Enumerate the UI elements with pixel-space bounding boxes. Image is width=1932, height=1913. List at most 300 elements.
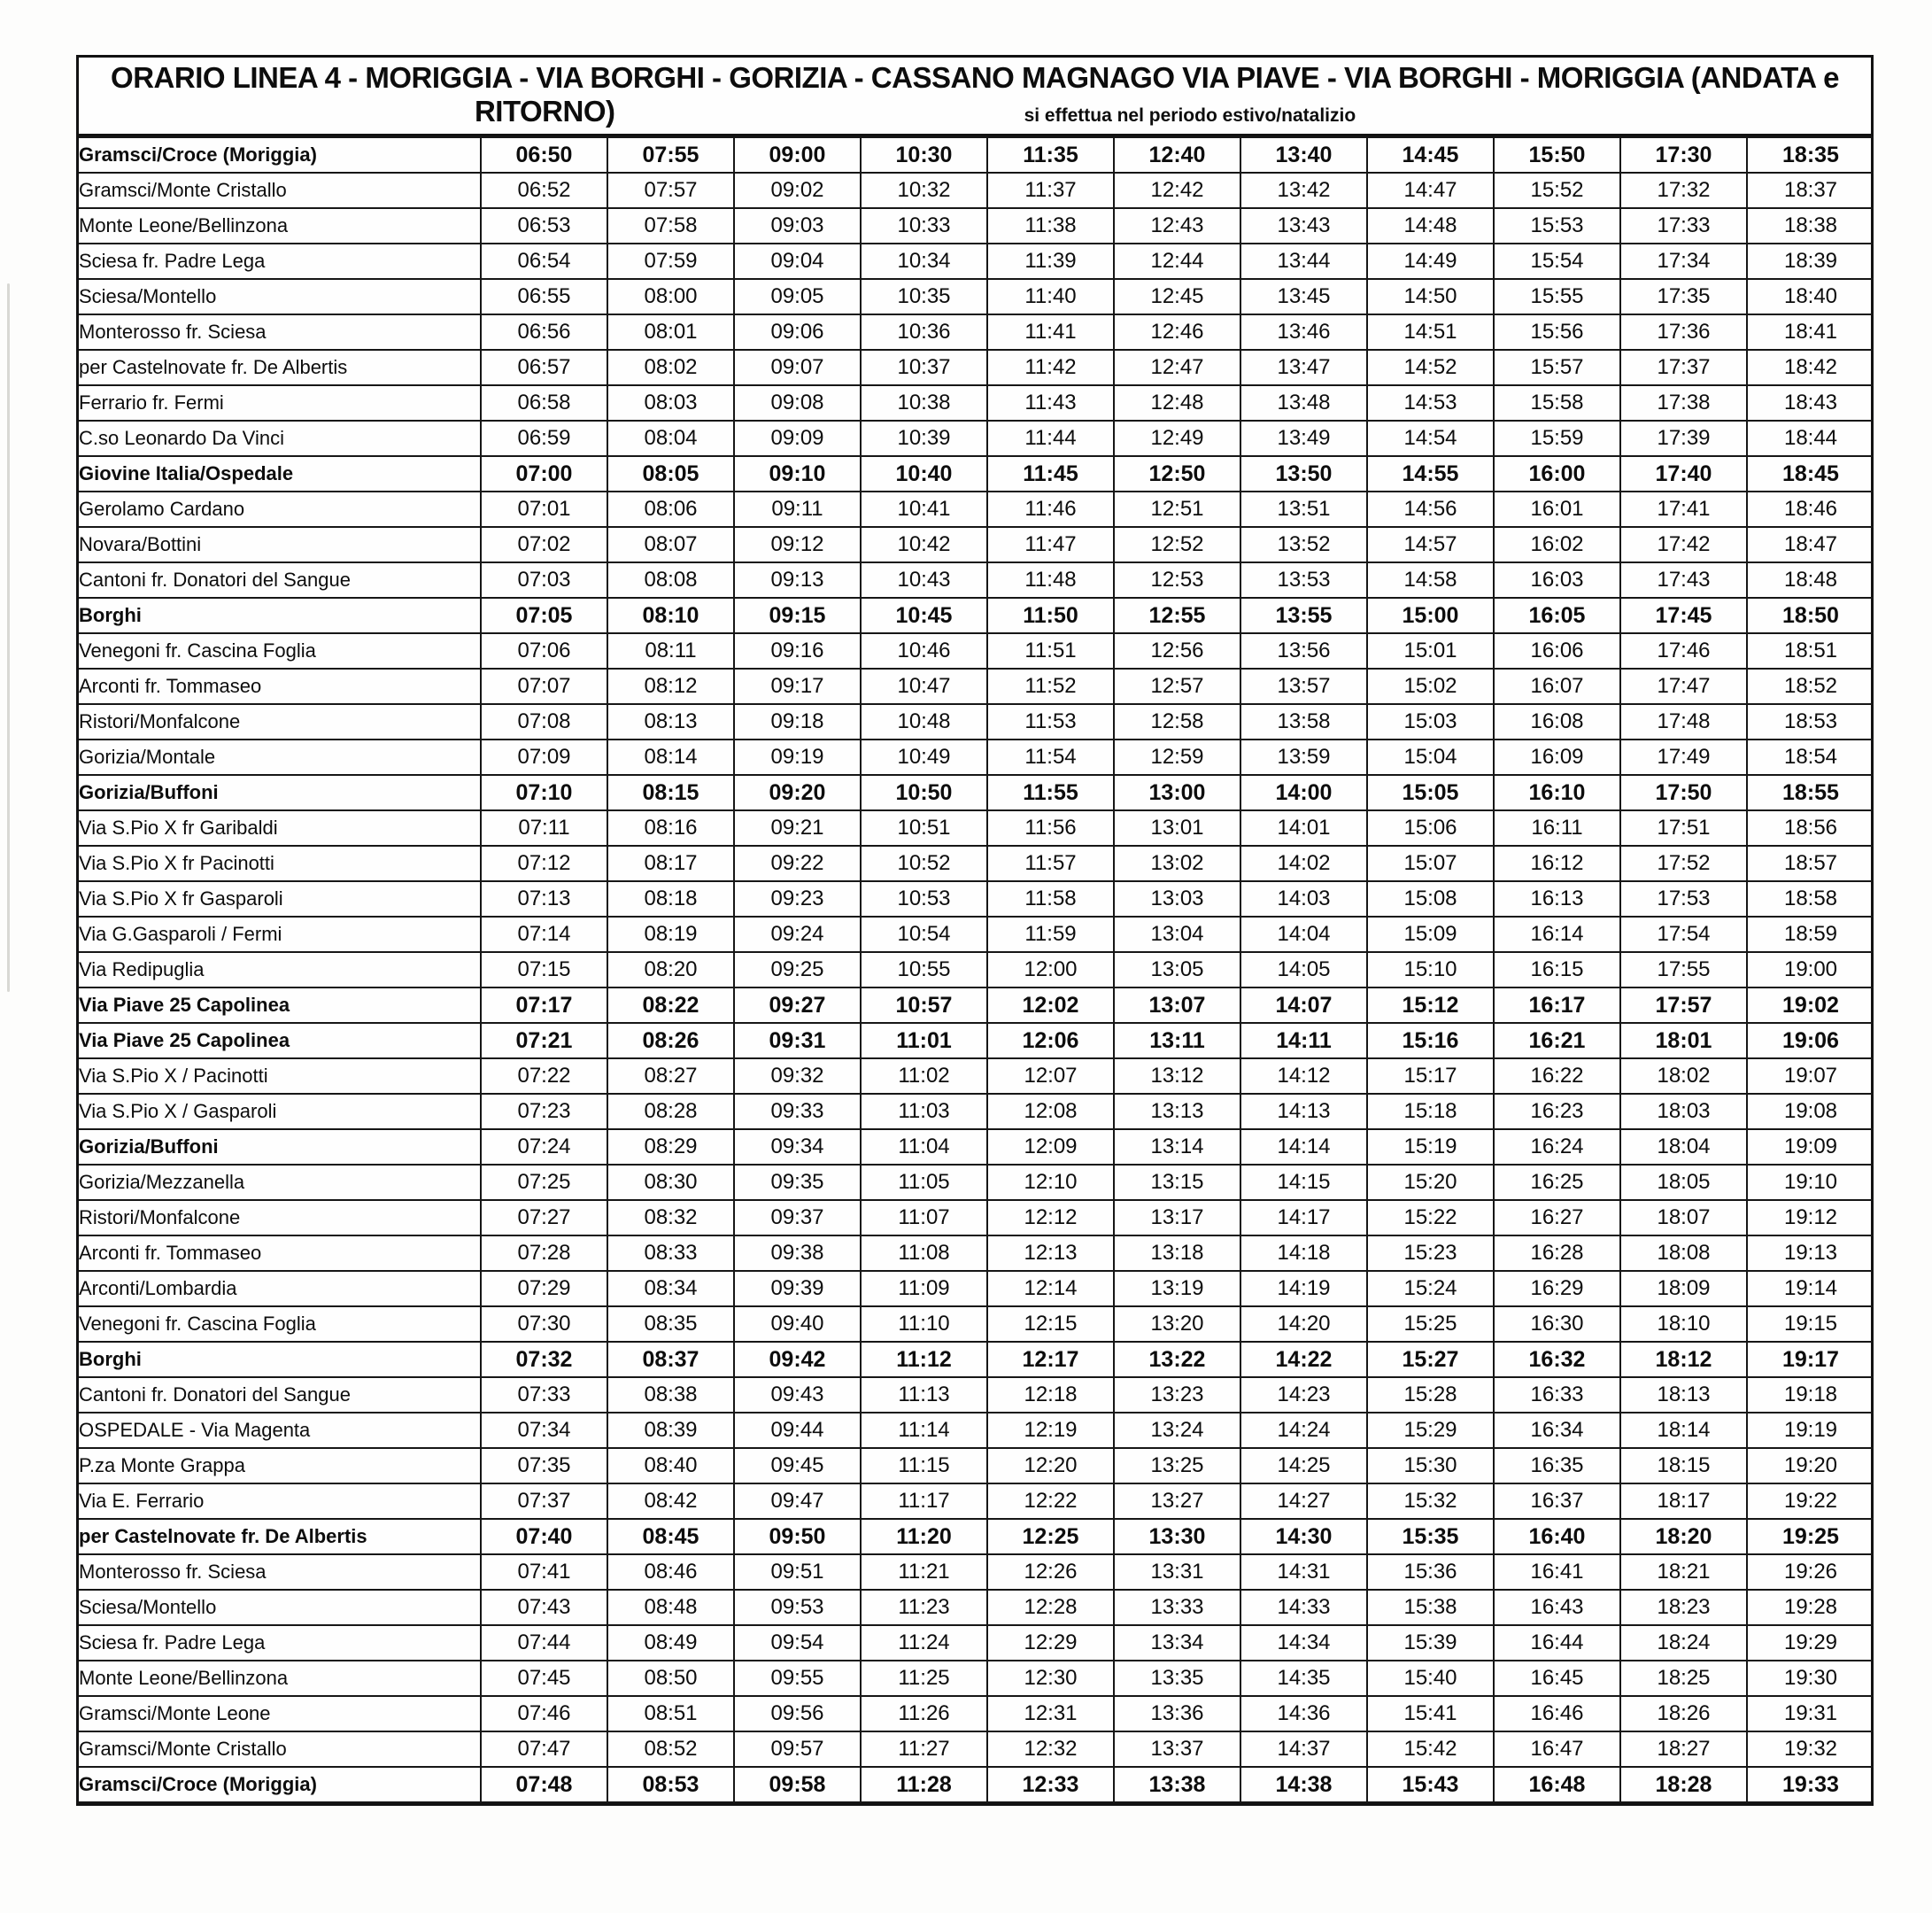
time-cell: 08:03: [607, 385, 734, 421]
time-cell: 16:03: [1494, 562, 1620, 598]
time-cell: 15:19: [1367, 1129, 1494, 1165]
timetable-header: [79, 58, 1871, 136]
time-cell: 07:09: [481, 740, 607, 775]
time-cell: 15:07: [1367, 846, 1494, 881]
time-cell: 15:00: [1367, 598, 1494, 633]
time-cell: 08:37: [607, 1342, 734, 1377]
time-cell: 15:40: [1367, 1661, 1494, 1696]
time-cell: 09:27: [734, 987, 861, 1023]
time-cell: 16:28: [1494, 1235, 1620, 1271]
table-row: [79, 137, 1874, 173]
time-cell: 09:53: [734, 1590, 861, 1625]
time-cell: 13:48: [1240, 385, 1367, 421]
time-cell: 07:07: [481, 669, 607, 704]
time-cell: 07:10: [481, 775, 607, 810]
stop-name-cell: Sciesa fr. Padre Lega: [79, 244, 481, 279]
time-cell: 11:03: [861, 1094, 987, 1129]
time-cell: 11:01: [861, 1023, 987, 1058]
table-row: [79, 1058, 1874, 1094]
time-cell: 08:50: [607, 1661, 734, 1696]
stop-name-cell: Monterosso fr. Sciesa: [79, 314, 481, 350]
time-cell: 18:26: [1620, 1696, 1747, 1731]
time-cell: 07:45: [481, 1661, 607, 1696]
time-cell: 15:35: [1367, 1519, 1494, 1554]
stop-name-cell: Monterosso fr. Sciesa: [79, 1554, 481, 1590]
time-cell: 14:15: [1240, 1165, 1367, 1200]
time-cell: 09:44: [734, 1413, 861, 1448]
time-cell: 16:37: [1494, 1483, 1620, 1519]
time-cell: 14:27: [1240, 1483, 1367, 1519]
time-cell: 07:37: [481, 1483, 607, 1519]
table-row: [79, 1235, 1874, 1271]
time-cell: 12:09: [987, 1129, 1114, 1165]
time-cell: 08:11: [607, 633, 734, 669]
stop-name-cell: Via Piave 25 Capolinea: [79, 987, 481, 1023]
time-cell: 19:07: [1747, 1058, 1874, 1094]
table-row: [79, 350, 1874, 385]
time-cell: 08:26: [607, 1023, 734, 1058]
time-cell: 09:45: [734, 1448, 861, 1483]
time-cell: 11:21: [861, 1554, 987, 1590]
stop-name-cell: Gramsci/Monte Leone: [79, 1696, 481, 1731]
table-row: [79, 173, 1874, 208]
time-cell: 14:33: [1240, 1590, 1367, 1625]
time-cell: 13:53: [1240, 562, 1367, 598]
time-cell: 08:18: [607, 881, 734, 917]
time-cell: 07:59: [607, 244, 734, 279]
time-cell: 13:55: [1240, 598, 1367, 633]
time-cell: 06:50: [481, 137, 607, 173]
time-cell: 10:33: [861, 208, 987, 244]
stop-name-cell: Novara/Bottini: [79, 527, 481, 562]
time-cell: 18:28: [1620, 1767, 1747, 1802]
time-cell: 07:02: [481, 527, 607, 562]
time-cell: 07:22: [481, 1058, 607, 1094]
time-cell: 19:02: [1747, 987, 1874, 1023]
time-cell: 08:52: [607, 1731, 734, 1767]
time-cell: 08:28: [607, 1094, 734, 1129]
time-cell: 15:30: [1367, 1448, 1494, 1483]
time-cell: 10:37: [861, 350, 987, 385]
time-cell: 17:42: [1620, 527, 1747, 562]
time-cell: 13:56: [1240, 633, 1367, 669]
time-cell: 16:21: [1494, 1023, 1620, 1058]
time-cell: 15:58: [1494, 385, 1620, 421]
time-cell: 17:48: [1620, 704, 1747, 740]
time-cell: 11:55: [987, 775, 1114, 810]
time-cell: 08:34: [607, 1271, 734, 1306]
time-cell: 09:20: [734, 775, 861, 810]
time-cell: 17:30: [1620, 137, 1747, 173]
table-row: [79, 740, 1874, 775]
time-cell: 13:07: [1114, 987, 1240, 1023]
time-cell: 17:57: [1620, 987, 1747, 1023]
time-cell: 14:55: [1367, 456, 1494, 492]
time-cell: 13:01: [1114, 810, 1240, 846]
time-cell: 13:51: [1240, 492, 1367, 527]
time-cell: 12:22: [987, 1483, 1114, 1519]
time-cell: 08:53: [607, 1767, 734, 1802]
time-cell: 12:26: [987, 1554, 1114, 1590]
time-cell: 09:32: [734, 1058, 861, 1094]
time-cell: 13:52: [1240, 527, 1367, 562]
time-cell: 13:04: [1114, 917, 1240, 952]
time-cell: 15:04: [1367, 740, 1494, 775]
time-cell: 07:03: [481, 562, 607, 598]
time-cell: 09:22: [734, 846, 861, 881]
time-cell: 19:18: [1747, 1377, 1874, 1413]
stop-name-cell: Gramsci/Monte Cristallo: [79, 1731, 481, 1767]
time-cell: 07:01: [481, 492, 607, 527]
time-cell: 11:24: [861, 1625, 987, 1661]
stop-name-cell: Borghi: [79, 1342, 481, 1377]
time-cell: 07:29: [481, 1271, 607, 1306]
table-row: [79, 669, 1874, 704]
stop-name-cell: Gramsci/Croce (Moriggia): [79, 1767, 481, 1802]
time-cell: 17:41: [1620, 492, 1747, 527]
time-cell: 15:28: [1367, 1377, 1494, 1413]
time-cell: 12:51: [1114, 492, 1240, 527]
time-cell: 14:37: [1240, 1731, 1367, 1767]
time-cell: 10:40: [861, 456, 987, 492]
time-cell: 14:23: [1240, 1377, 1367, 1413]
time-cell: 14:38: [1240, 1767, 1367, 1802]
time-cell: 16:35: [1494, 1448, 1620, 1483]
time-cell: 12:48: [1114, 385, 1240, 421]
table-row: [79, 1377, 1874, 1413]
time-cell: 09:02: [734, 173, 861, 208]
time-cell: 06:58: [481, 385, 607, 421]
time-cell: 17:51: [1620, 810, 1747, 846]
timetable: [79, 136, 1874, 1803]
time-cell: 19:09: [1747, 1129, 1874, 1165]
time-cell: 18:46: [1747, 492, 1874, 527]
time-cell: 09:43: [734, 1377, 861, 1413]
time-cell: 17:53: [1620, 881, 1747, 917]
time-cell: 13:33: [1114, 1590, 1240, 1625]
time-cell: 15:42: [1367, 1731, 1494, 1767]
time-cell: 15:59: [1494, 421, 1620, 456]
time-cell: 09:23: [734, 881, 861, 917]
table-row: [79, 1696, 1874, 1731]
time-cell: 08:42: [607, 1483, 734, 1519]
table-row: [79, 1413, 1874, 1448]
timetable-title-line2-row: [79, 95, 1871, 132]
time-cell: 08:49: [607, 1625, 734, 1661]
table-row: [79, 1271, 1874, 1306]
time-cell: 13:46: [1240, 314, 1367, 350]
time-cell: 19:25: [1747, 1519, 1874, 1554]
time-cell: 12:00: [987, 952, 1114, 987]
time-cell: 13:15: [1114, 1165, 1240, 1200]
time-cell: 19:06: [1747, 1023, 1874, 1058]
time-cell: 18:09: [1620, 1271, 1747, 1306]
time-cell: 13:11: [1114, 1023, 1240, 1058]
time-cell: 16:44: [1494, 1625, 1620, 1661]
time-cell: 09:51: [734, 1554, 861, 1590]
time-cell: 14:45: [1367, 137, 1494, 173]
time-cell: 08:12: [607, 669, 734, 704]
time-cell: 11:38: [987, 208, 1114, 244]
table-row: [79, 846, 1874, 881]
time-cell: 16:48: [1494, 1767, 1620, 1802]
time-cell: 15:20: [1367, 1165, 1494, 1200]
time-cell: 15:57: [1494, 350, 1620, 385]
time-cell: 09:10: [734, 456, 861, 492]
time-cell: 18:45: [1747, 456, 1874, 492]
time-cell: 10:30: [861, 137, 987, 173]
time-cell: 13:36: [1114, 1696, 1240, 1731]
time-cell: 08:30: [607, 1165, 734, 1200]
time-cell: 07:08: [481, 704, 607, 740]
time-cell: 16:00: [1494, 456, 1620, 492]
time-cell: 10:57: [861, 987, 987, 1023]
time-cell: 14:35: [1240, 1661, 1367, 1696]
time-cell: 07:48: [481, 1767, 607, 1802]
time-cell: 09:57: [734, 1731, 861, 1767]
time-cell: 09:56: [734, 1696, 861, 1731]
time-cell: 17:46: [1620, 633, 1747, 669]
time-cell: 14:19: [1240, 1271, 1367, 1306]
time-cell: 14:17: [1240, 1200, 1367, 1235]
stop-name-cell: Via S.Pio X fr Garibaldi: [79, 810, 481, 846]
time-cell: 08:10: [607, 598, 734, 633]
time-cell: 15:02: [1367, 669, 1494, 704]
time-cell: 18:44: [1747, 421, 1874, 456]
time-cell: 12:17: [987, 1342, 1114, 1377]
time-cell: 07:15: [481, 952, 607, 987]
time-cell: 12:07: [987, 1058, 1114, 1094]
time-cell: 11:15: [861, 1448, 987, 1483]
time-cell: 10:41: [861, 492, 987, 527]
time-cell: 11:05: [861, 1165, 987, 1200]
time-cell: 08:38: [607, 1377, 734, 1413]
table-row: [79, 208, 1874, 244]
time-cell: 18:04: [1620, 1129, 1747, 1165]
time-cell: 14:22: [1240, 1342, 1367, 1377]
stop-name-cell: Via E. Ferrario: [79, 1483, 481, 1519]
time-cell: 15:24: [1367, 1271, 1494, 1306]
time-cell: 08:15: [607, 775, 734, 810]
time-cell: 10:38: [861, 385, 987, 421]
time-cell: 18:24: [1620, 1625, 1747, 1661]
time-cell: 15:03: [1367, 704, 1494, 740]
time-cell: 12:10: [987, 1165, 1114, 1200]
time-cell: 08:29: [607, 1129, 734, 1165]
time-cell: 12:29: [987, 1625, 1114, 1661]
time-cell: 15:43: [1367, 1767, 1494, 1802]
table-row: [79, 1448, 1874, 1483]
time-cell: 13:49: [1240, 421, 1367, 456]
table-row: [79, 1590, 1874, 1625]
time-cell: 09:54: [734, 1625, 861, 1661]
time-cell: 07:55: [607, 137, 734, 173]
time-cell: 17:49: [1620, 740, 1747, 775]
time-cell: 13:20: [1114, 1306, 1240, 1342]
time-cell: 15:41: [1367, 1696, 1494, 1731]
time-cell: 18:17: [1620, 1483, 1747, 1519]
stop-name-cell: Arconti fr. Tommaseo: [79, 669, 481, 704]
time-cell: 11:13: [861, 1377, 987, 1413]
stop-name-cell: Venegoni fr. Cascina Foglia: [79, 633, 481, 669]
time-cell: 13:34: [1114, 1625, 1240, 1661]
time-cell: 11:45: [987, 456, 1114, 492]
time-cell: 18:01: [1620, 1023, 1747, 1058]
time-cell: 10:42: [861, 527, 987, 562]
time-cell: 14:50: [1367, 279, 1494, 314]
time-cell: 16:30: [1494, 1306, 1620, 1342]
table-row: [79, 1023, 1874, 1058]
time-cell: 14:11: [1240, 1023, 1367, 1058]
time-cell: 14:03: [1240, 881, 1367, 917]
time-cell: 12:43: [1114, 208, 1240, 244]
time-cell: 19:30: [1747, 1661, 1874, 1696]
time-cell: 16:09: [1494, 740, 1620, 775]
table-row: [79, 1200, 1874, 1235]
time-cell: 08:05: [607, 456, 734, 492]
time-cell: 15:36: [1367, 1554, 1494, 1590]
time-cell: 12:58: [1114, 704, 1240, 740]
time-cell: 15:54: [1494, 244, 1620, 279]
time-cell: 09:38: [734, 1235, 861, 1271]
time-cell: 12:55: [1114, 598, 1240, 633]
table-row: [79, 1306, 1874, 1342]
time-cell: 08:07: [607, 527, 734, 562]
time-cell: 07:05: [481, 598, 607, 633]
time-cell: 14:01: [1240, 810, 1367, 846]
time-cell: 13:25: [1114, 1448, 1240, 1483]
time-cell: 18:51: [1747, 633, 1874, 669]
time-cell: 19:29: [1747, 1625, 1874, 1661]
time-cell: 16:01: [1494, 492, 1620, 527]
time-cell: 11:48: [987, 562, 1114, 598]
time-cell: 08:27: [607, 1058, 734, 1094]
time-cell: 17:52: [1620, 846, 1747, 881]
table-row: [79, 244, 1874, 279]
stop-name-cell: Ristori/Monfalcone: [79, 704, 481, 740]
table-row: [79, 1519, 1874, 1554]
time-cell: 07:21: [481, 1023, 607, 1058]
stop-name-cell: Venegoni fr. Cascina Foglia: [79, 1306, 481, 1342]
time-cell: 18:27: [1620, 1731, 1747, 1767]
time-cell: 13:12: [1114, 1058, 1240, 1094]
time-cell: 15:16: [1367, 1023, 1494, 1058]
time-cell: 08:02: [607, 350, 734, 385]
time-cell: 18:35: [1747, 137, 1874, 173]
time-cell: 13:02: [1114, 846, 1240, 881]
time-cell: 13:14: [1114, 1129, 1240, 1165]
time-cell: 11:44: [987, 421, 1114, 456]
timetable-title-line2: RITORNO): [474, 95, 615, 128]
time-cell: 15:27: [1367, 1342, 1494, 1377]
time-cell: 11:41: [987, 314, 1114, 350]
time-cell: 13:40: [1240, 137, 1367, 173]
table-row: [79, 598, 1874, 633]
time-cell: 09:58: [734, 1767, 861, 1802]
time-cell: 12:50: [1114, 456, 1240, 492]
time-cell: 09:25: [734, 952, 861, 987]
time-cell: 11:26: [861, 1696, 987, 1731]
time-cell: 18:40: [1747, 279, 1874, 314]
time-cell: 13:24: [1114, 1413, 1240, 1448]
time-cell: 11:58: [987, 881, 1114, 917]
table-row: [79, 775, 1874, 810]
table-row: [79, 1165, 1874, 1200]
time-cell: 17:34: [1620, 244, 1747, 279]
time-cell: 12:15: [987, 1306, 1114, 1342]
time-cell: 14:57: [1367, 527, 1494, 562]
time-cell: 07:41: [481, 1554, 607, 1590]
time-cell: 16:05: [1494, 598, 1620, 633]
time-cell: 09:24: [734, 917, 861, 952]
time-cell: 15:29: [1367, 1413, 1494, 1448]
time-cell: 16:06: [1494, 633, 1620, 669]
time-cell: 12:59: [1114, 740, 1240, 775]
time-cell: 16:46: [1494, 1696, 1620, 1731]
time-cell: 17:45: [1620, 598, 1747, 633]
time-cell: 11:09: [861, 1271, 987, 1306]
time-cell: 08:39: [607, 1413, 734, 1448]
time-cell: 18:55: [1747, 775, 1874, 810]
time-cell: 11:04: [861, 1129, 987, 1165]
time-cell: 13:50: [1240, 456, 1367, 492]
time-cell: 15:18: [1367, 1094, 1494, 1129]
time-cell: 09:11: [734, 492, 861, 527]
time-cell: 15:25: [1367, 1306, 1494, 1342]
time-cell: 06:53: [481, 208, 607, 244]
time-cell: 11:46: [987, 492, 1114, 527]
time-cell: 14:34: [1240, 1625, 1367, 1661]
time-cell: 07:34: [481, 1413, 607, 1448]
time-cell: 11:17: [861, 1483, 987, 1519]
time-cell: 09:18: [734, 704, 861, 740]
time-cell: 07:33: [481, 1377, 607, 1413]
time-cell: 15:53: [1494, 208, 1620, 244]
time-cell: 19:31: [1747, 1696, 1874, 1731]
time-cell: 17:38: [1620, 385, 1747, 421]
stop-name-cell: Monte Leone/Bellinzona: [79, 208, 481, 244]
table-row: [79, 1483, 1874, 1519]
time-cell: 18:37: [1747, 173, 1874, 208]
time-cell: 11:43: [987, 385, 1114, 421]
time-cell: 16:29: [1494, 1271, 1620, 1306]
time-cell: 11:54: [987, 740, 1114, 775]
time-cell: 11:27: [861, 1731, 987, 1767]
time-cell: 15:52: [1494, 173, 1620, 208]
time-cell: 08:06: [607, 492, 734, 527]
time-cell: 13:47: [1240, 350, 1367, 385]
time-cell: 09:06: [734, 314, 861, 350]
time-cell: 13:43: [1240, 208, 1367, 244]
time-cell: 08:45: [607, 1519, 734, 1554]
time-cell: 07:30: [481, 1306, 607, 1342]
time-cell: 13:03: [1114, 881, 1240, 917]
time-cell: 12:12: [987, 1200, 1114, 1235]
time-cell: 18:13: [1620, 1377, 1747, 1413]
time-cell: 14:30: [1240, 1519, 1367, 1554]
time-cell: 12:14: [987, 1271, 1114, 1306]
time-cell: 12:57: [1114, 669, 1240, 704]
time-cell: 10:34: [861, 244, 987, 279]
time-cell: 14:49: [1367, 244, 1494, 279]
time-cell: 11:02: [861, 1058, 987, 1094]
time-cell: 10:43: [861, 562, 987, 598]
time-cell: 18:08: [1620, 1235, 1747, 1271]
time-cell: 18:05: [1620, 1165, 1747, 1200]
time-cell: 16:02: [1494, 527, 1620, 562]
time-cell: 19:22: [1747, 1483, 1874, 1519]
table-row: [79, 1767, 1874, 1802]
